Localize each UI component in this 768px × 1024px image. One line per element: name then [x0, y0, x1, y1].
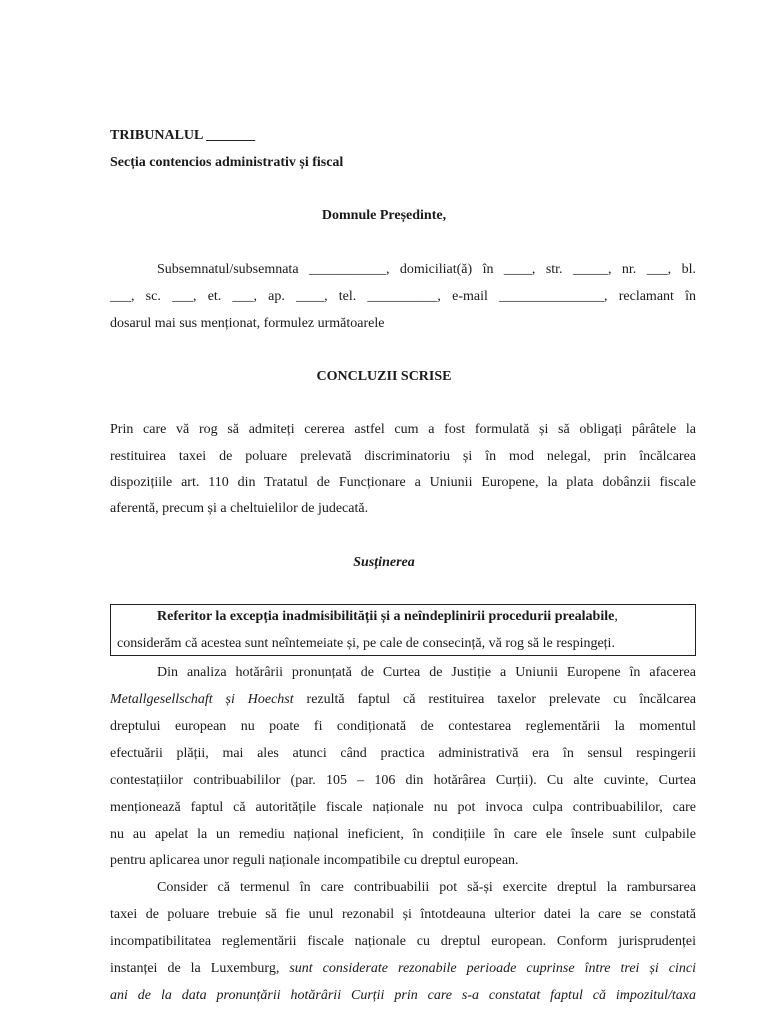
- para1-line-3: dreptului european nu poate fi condiționată de contestarea reglementării la momentul: [110, 719, 696, 734]
- boxed-line-1: [157, 609, 618, 625]
- para1-line-7: nu au apelat la un remediu național ineficient, în condițiile în care ele însele sunt culpabile: [110, 827, 696, 842]
- para2-line-2: taxei de poluare trebuie să fie unul rezonabil și întotdeauna ulterior datei la care se constată: [110, 907, 696, 922]
- para1-line-8: pentru aplicarea unor reguli naționale incompatibile cu dreptul european.: [110, 853, 519, 868]
- request-line-4: aferentă, precum și a cheltuielilor de judecată.: [110, 501, 369, 516]
- para2-line-4-plain: instanței de la Luxemburg,: [110, 961, 290, 976]
- para1-line-2-rest: rezultă faptul că restituirea taxelor prelevate cu încălcarea: [293, 692, 696, 707]
- subheading: Susținerea: [353, 555, 415, 570]
- para2-line-4-italic: sunt considerate rezonabile perioade cuprinse între trei și cinci: [289, 961, 696, 976]
- para2-line-1: Consider că termenul în care contribuabilii pot să-și exercite dreptul la rambursarea: [157, 880, 696, 895]
- para1-line-5: contestațiilor contribuabililor (par. 105 – 106 din hotărârea Curții). Cu alte cuvinte, Curtea: [110, 773, 696, 788]
- boxed-comma: ,: [614, 609, 618, 624]
- document-heading: CONCLUZII SCRISE: [316, 369, 452, 384]
- salutation: Domnule Președinte,: [321, 208, 447, 223]
- intro-line-2: ___, sc. ___, et. ___, ap. ____, tel. __________, e-mail _______________, reclamant în: [110, 289, 696, 304]
- boxed-bold-text: Referitor la excepția inadmisibilității și a neîndeplinirii procedurii prealabile: [157, 609, 615, 624]
- boxed-line-2: considerăm că acestea sunt neîntemeiate și, pe cale de consecință, vă rog să le respingeți.: [117, 636, 615, 651]
- para1-line-1: Din analiza hotărârii pronunțată de Curtea de Justiție a Uniunii Europene în afacerea: [157, 665, 696, 680]
- request-line-1: Prin care vă rog să admiteți cererea astfel cum a fost formulată și să obligați pârâtele la: [110, 422, 696, 437]
- para1-line-4: efectuării plății, mai ales atunci când practica administrativă era în sensul respingerii: [110, 746, 696, 761]
- intro-line-3: dosarul mai sus menționat, formulez următoarele: [110, 316, 385, 331]
- para2-line-3: incompatibilitatea reglementării fiscale naționale cu dreptul european. Conform jurisprudenței: [110, 934, 696, 949]
- court-header: TRIBUNALUL _______: [110, 128, 256, 143]
- para1-line-6: menționează faptul că autoritățile fiscale naționale nu pot invoca culpa contribuabililor, care: [110, 800, 696, 815]
- case-name: Metallgesellschaft și Hoechst: [110, 692, 294, 707]
- request-line-2: restituirea taxei de poluare prelevată discriminatoriu și în mod nelegal, prin încălcarea: [110, 449, 696, 464]
- request-line-3: dispozițiile art. 110 din Tratatul de Funcționare a Uniunii Europene, la plata dobânzii fiscale: [110, 475, 696, 490]
- para2-line-5: ani de la data pronunțării hotărârii Curții prin care s-a constatat faptul că impozitul/taxa: [110, 988, 696, 1003]
- intro-line-1: Subsemnatul/subsemnata ___________, domiciliat(ă) în ____, str. _____, nr. ___, bl.: [157, 262, 696, 277]
- para2-line-4: [110, 961, 696, 977]
- para1-line-2: [110, 692, 696, 708]
- section-header: Secția contencios administrativ și fiscal: [110, 155, 344, 170]
